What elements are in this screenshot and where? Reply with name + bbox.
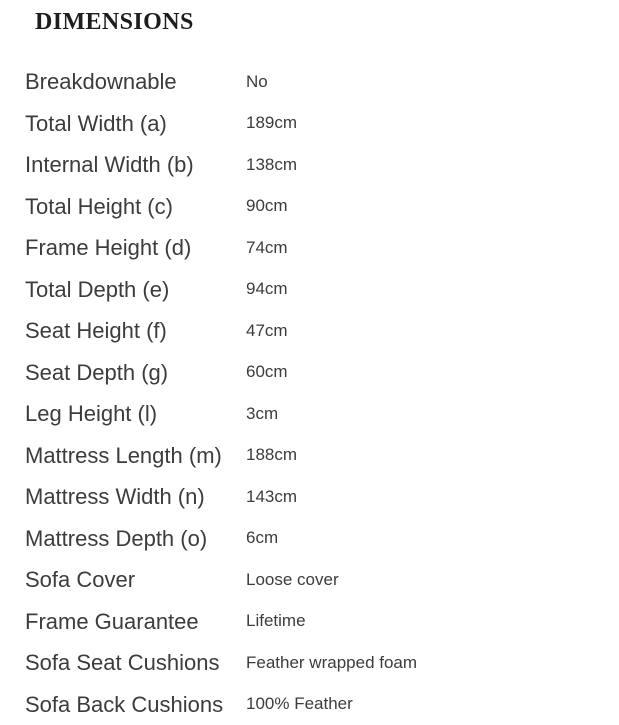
row-value: 143cm	[246, 487, 297, 507]
row-label: Breakdownable	[25, 69, 246, 94]
row-label: Total Width (a)	[25, 111, 246, 136]
row-label: Internal Width (b)	[25, 152, 246, 177]
table-row	[25, 435, 619, 477]
row-label: Sofa Seat Cushions	[25, 650, 246, 675]
row-value: 100% Feather	[246, 694, 353, 714]
row-label: Seat Height (f)	[25, 318, 246, 343]
table-row	[25, 393, 619, 435]
row-value: 189cm	[246, 113, 297, 133]
row-value: 90cm	[246, 196, 288, 216]
row-value: No	[246, 72, 268, 92]
table-row	[25, 310, 619, 352]
row-value: 138cm	[246, 155, 297, 175]
row-label: Total Depth (e)	[25, 277, 246, 302]
table-row	[25, 61, 619, 103]
row-label: Frame Height (d)	[25, 235, 246, 260]
row-label: Total Height (c)	[25, 194, 246, 219]
row-value: 47cm	[246, 321, 288, 341]
row-label: Seat Depth (g)	[25, 360, 246, 385]
table-row	[25, 684, 619, 725]
row-value: 94cm	[246, 279, 288, 299]
table-row	[25, 144, 619, 186]
row-value: 188cm	[246, 445, 297, 465]
row-value: 6cm	[246, 528, 278, 548]
row-value: 60cm	[246, 362, 288, 382]
table-row	[25, 518, 619, 560]
row-label: Frame Guarantee	[25, 609, 246, 634]
row-label: Mattress Width (n)	[25, 484, 246, 509]
row-value: Loose cover	[246, 570, 339, 590]
table-row	[25, 227, 619, 269]
table-row	[25, 103, 619, 145]
table-row	[25, 269, 619, 311]
section-title: DIMENSIONS	[35, 7, 194, 37]
dimensions-table	[25, 61, 619, 725]
row-value: 3cm	[246, 404, 278, 424]
row-label: Mattress Depth (o)	[25, 526, 246, 551]
row-label: Sofa Cover	[25, 567, 246, 592]
row-label: Mattress Length (m)	[25, 443, 246, 468]
table-row	[25, 186, 619, 228]
row-value: Feather wrapped foam	[246, 653, 417, 673]
row-label: Leg Height (l)	[25, 401, 246, 426]
row-value: 74cm	[246, 238, 288, 258]
row-label: Sofa Back Cushions	[25, 692, 246, 717]
table-row	[25, 642, 619, 684]
table-row	[25, 352, 619, 394]
row-value: Lifetime	[246, 611, 306, 631]
table-row	[25, 476, 619, 518]
table-row	[25, 559, 619, 601]
table-row	[25, 601, 619, 643]
